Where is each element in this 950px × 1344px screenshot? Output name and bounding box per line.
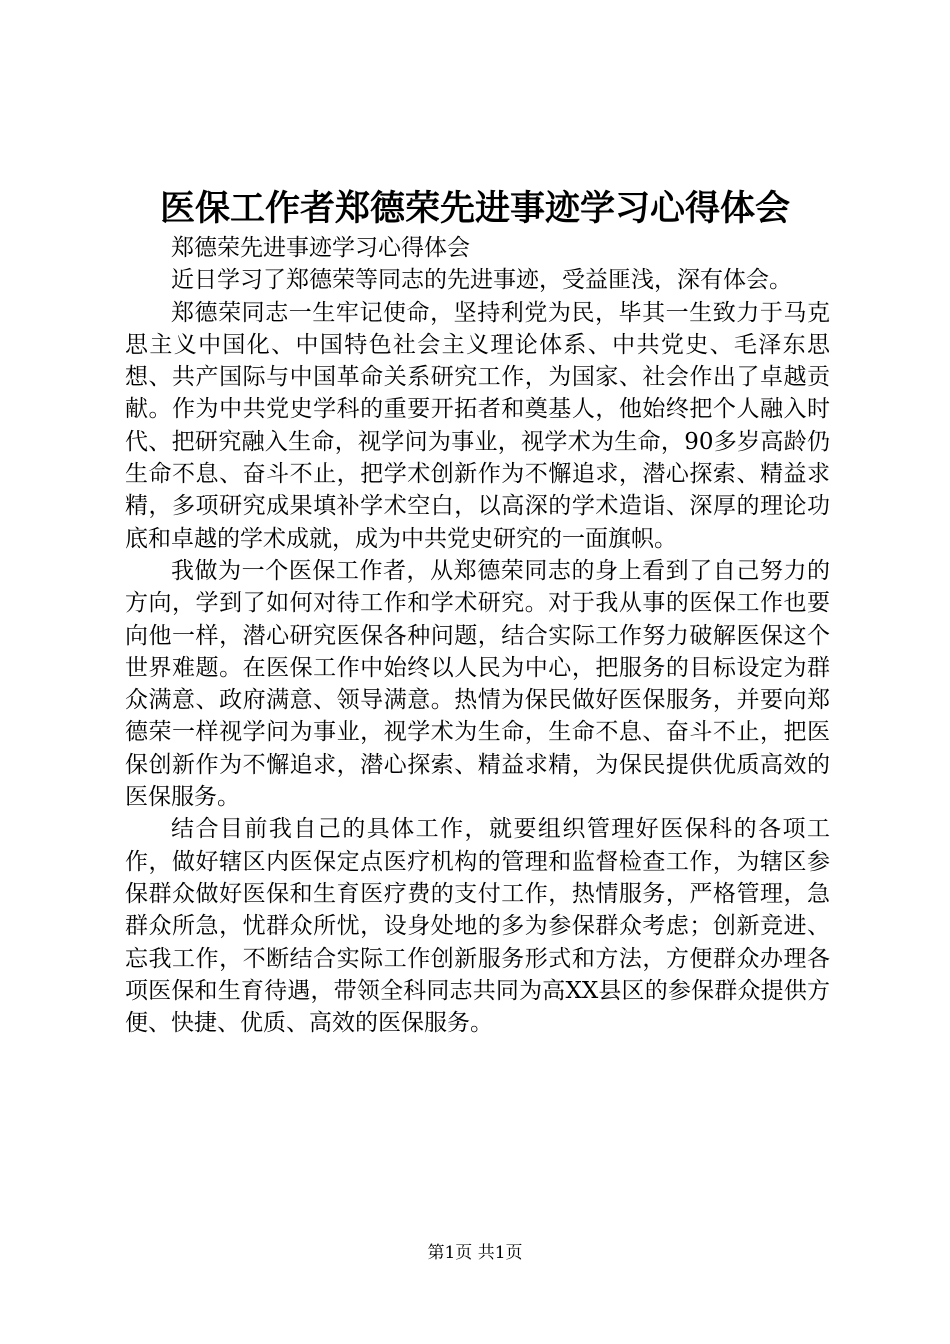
body-paragraph: 郑德荣同志一生牢记使命，坚持利党为民，毕其一生致力于马克思主义中国化、中国特色社会主义理论体系、中共党史、毛泽东思想、共产国际与中国革命关系研究工作，为国家、社会作出了卓越贡献。作为中共党史学科的重要开拓者和奠基人，他始终把个人融入时代、把研究融入生命，视学问为事业，视学术为生命，90多岁高龄仍生命不息、奋斗不止，把学术创新作为不懈追求，潜心探索、精益求精，多项研究成果填补学术空白，以高深的学术造诣、深厚的理论功底和卓越的学术成就，成为中共党史研究的一面旗帜。 — [125, 299, 830, 552]
page-footer: 第1页 共1页 — [427, 1243, 523, 1263]
document-title: 医保工作者郑德荣先进事迹学习心得体会 — [159, 189, 790, 229]
body-paragraph: 结合目前我自己的具体工作，就要组织管理好医保科的各项工作，做好辖区内医保定点医疗机构的管理和监督检查工作，为辖区参保群众做好医保和生育医疗费的支付工作，热情服务，严格管理，急群众所急，忧群众所忧，设身处地的多为参保群众考虑；创新竞进、忘我工作，不断结合实际工作创新服务形式和方法，方便群众办理各项医保和生育待遇，带领全科同志共同为高XX县区的参保群众提供方便、快捷、优质、高效的医保服务。 — [125, 816, 830, 1037]
intro-paragraph: 近日学习了郑德荣等同志的先进事迹，受益匪浅，深有体会。 — [171, 267, 792, 294]
body-paragraph: 我做为一个医保工作者，从郑德荣同志的身上看到了自己努力的方向，学到了如何对待工作和学术研究。对于我从事的医保工作也要向他一样，潜心研究医保各种问题，结合实际工作努力破解医保这个世界难题。在医保工作中始终以人民为中心，把服务的目标设定为群众满意、政府满意、领导满意。热情为保民做好医保服务，并要向郑德荣一样视学问为事业，视学术为生命，生命不息、奋斗不止，把医保创新作为不懈追求，潜心探索、精益求精，为保民提供优质高效的医保服务。 — [125, 557, 830, 811]
document-body — [125, 232, 830, 1039]
subtitle-paragraph: 郑德荣先进事迹学习心得体会 — [171, 235, 470, 261]
